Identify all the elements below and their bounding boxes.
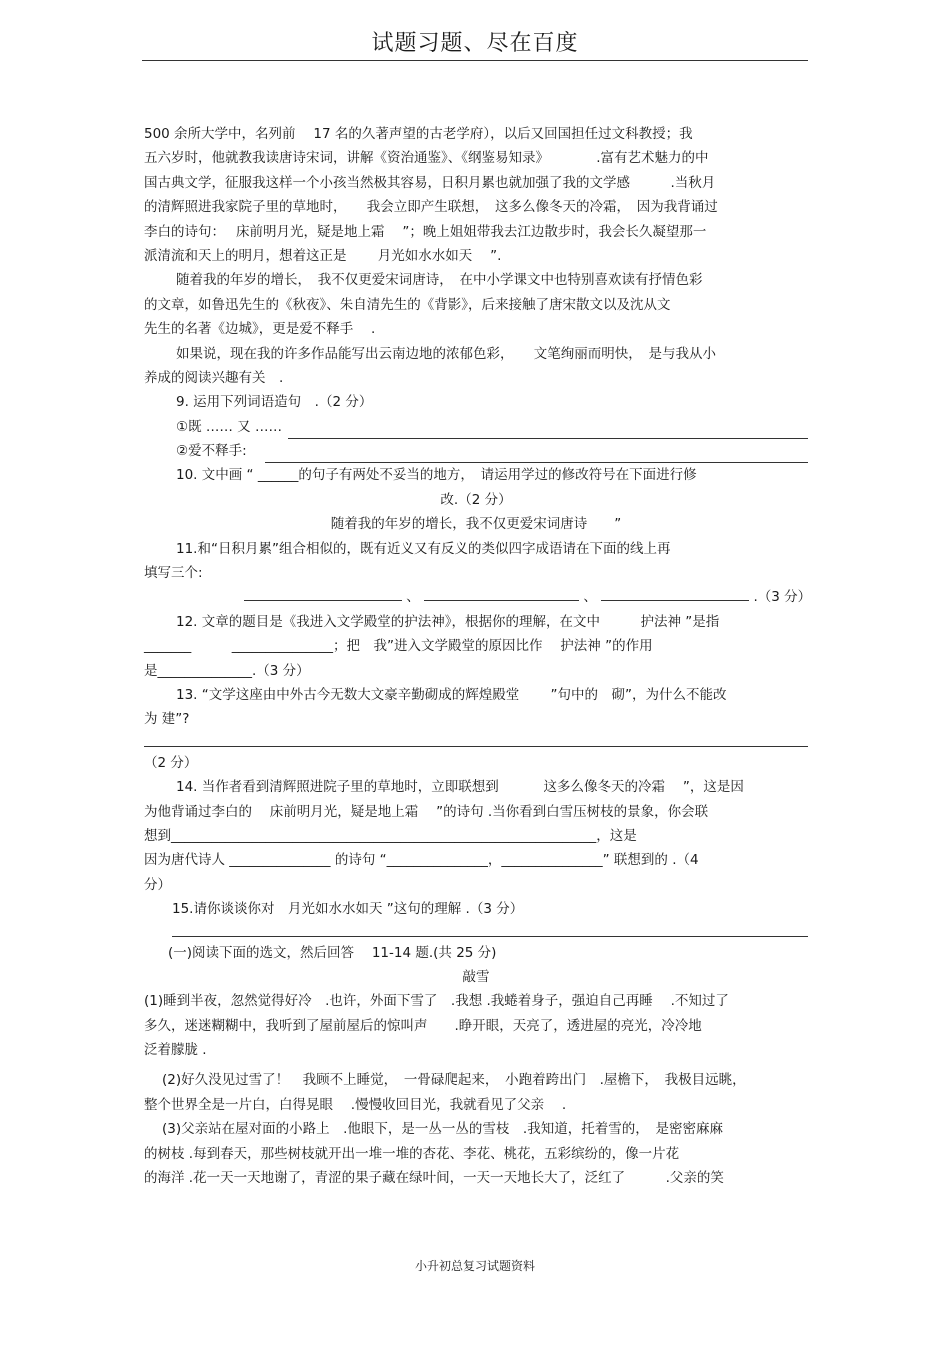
separator: 、 — [406, 589, 420, 606]
question-9-item-2-label: ②爱不释手: — [176, 443, 247, 460]
question-9-item-1 — [144, 415, 808, 439]
passage-line: 500 余所大学中，名列前 17 名的久著声望的古老学府），以后又回国担任过文科教授；我 — [144, 126, 693, 142]
passage-line: 派清流和天上的明月，想着这正是 月光如水水如天 ”. — [144, 247, 502, 264]
question-12: 12. 文章的题目是《我进入文学殿堂的护法神》，根据你的理解，在文中 护法神 ”是指 — [176, 613, 720, 630]
reading-line: 的海洋 .花一天一天地谢了，青涩的果子藏在绿叶间，一天一天地长大了，泛红了 .父亲的笑 — [144, 1170, 724, 1187]
header-divider — [142, 60, 808, 61]
reading-line: 泛着朦胧 . — [144, 1042, 207, 1059]
question-10: 10. 文中画 “ ______的句子有两处不妥当的地方， 请运用学过的修改符号在下面进行修 — [176, 467, 697, 484]
question-13-line-2: 为 建”? — [144, 711, 190, 728]
reading-line: (3)父亲站在屋对面的小路上 .他眼下，是一丛一丛的雪枝 .我知道，托着雪的， 是密密麻麻 — [162, 1121, 723, 1138]
answer-line[interactable] — [288, 424, 808, 439]
answer-line[interactable] — [172, 922, 808, 937]
separator: 、 — [583, 589, 597, 606]
passage-line: 李白的诗句： 床前明月光，疑是地上霜 ”；晚上姐姐带我去江边散步时，我会长久凝望那一 — [144, 223, 707, 240]
question-10-sentence: 随着我的年岁的增长，我不仅更爱宋词唐诗 ” — [330, 516, 622, 533]
score: .（3 分） — [753, 589, 812, 606]
passage-line: 五六岁时，他就教我读唐诗宋词，讲解《资治通鉴》、《纲鉴易知录》 .富有艺术魅力的中 — [144, 150, 709, 167]
question-9-item-1-label: ①既 …… 又 …… — [176, 418, 282, 435]
reading-line: 多久，迷迷糊糊中，我听到了屋前屋后的惊叫声 .睁开眼，天亮了，透进屋的亮光，冷冷地 — [144, 1017, 702, 1034]
question-11-answers — [144, 585, 812, 609]
question-14-line-4: 因为唐代诗人 _______________ 的诗句 “_______________，_______________” 联想到的 .（4 — [144, 852, 699, 869]
page-footer: 小升初总复习试题资料 — [414, 1259, 535, 1273]
question-14-line-3: 想到_______________________________________________________________，这是 — [144, 827, 637, 844]
answer-blank[interactable] — [424, 586, 579, 601]
reading-line: (1)睡到半夜，忽然觉得好冷 .也许，外面下雪了 .我想 .我蜷着身子，强迫自己再睡 .不知过了 — [144, 993, 729, 1010]
question-14-line-5: 分） — [144, 876, 171, 893]
question-9: 9. 运用下列词语造句 .（2 分） — [176, 394, 373, 411]
question-14: 14. 当作者看到清辉照进院子里的草地时，立即联想到 这多么像冬天的冷霜 ”，这是因 — [176, 779, 744, 796]
answer-line[interactable] — [265, 448, 808, 463]
question-15: 15.请你谈谈你对 月光如水水如天 ”这句的理解 .（3 分） — [172, 901, 524, 918]
passage-line: 的清辉照进我家院子里的草地时， 我会立即产生联想， 这多么像冬天的冷霜， 因为我背诵过 — [144, 199, 718, 216]
question-13-score: （2 分） — [144, 754, 198, 771]
reading-intro: (一)阅读下面的选文，然后回答 11-14 题.(共 25 分) — [168, 944, 497, 961]
document-body — [144, 122, 812, 1190]
passage-line: 养成的阅读兴趣有关 . — [144, 369, 284, 386]
question-12-line-3: 是______________.（3 分） — [144, 662, 310, 679]
question-11-line-2: 填写三个: — [144, 565, 203, 582]
page-header-title: 试题习题、尽在百度 — [371, 31, 579, 56]
question-11: 11.和“日积月累”组合相似的，既有近义又有反义的类似四字成语请在下面的线上再 — [176, 540, 671, 557]
answer-line[interactable] — [144, 732, 808, 747]
passage-line: 随着我的年岁的增长， 我不仅更爱宋词唐诗， 在中小学课文中也特别喜欢读有抒情色彩 — [176, 272, 703, 289]
question-13: 13. “文学这座由中外古今无数大文豪辛勤砌成的辉煌殿堂 ”句中的 砌”，为什么不能改 — [176, 686, 727, 703]
passage-line: 国古典文学，征服我这样一个小孩当然极其容易，日积月累也就加强了我的文学感 .当秋月 — [144, 174, 716, 191]
reading-line: 整个世界全是一片白，白得晃眼 .慢慢收回目光，我就看见了父亲 . — [144, 1096, 567, 1113]
question-14-line-2: 为他背诵过李白的 床前明月光，疑是地上霜 ”的诗句 .当你看到白雪压树枝的景象，你会联 — [144, 803, 709, 820]
answer-blank[interactable] — [244, 586, 402, 601]
answer-blank[interactable] — [601, 586, 749, 601]
reading-line: (2)好久没见过雪了！ 我顾不上睡觉， 一骨碌爬起来， 小跑着跨出门 .屋檐下， 我极目远眺， — [162, 1072, 746, 1089]
passage-line: 的文章，如鲁迅先生的《秋夜》、朱自清先生的《背影》，后来接触了唐宋散文以及沈从文 — [144, 296, 671, 313]
question-10-line-2: 改.（2 分） — [440, 491, 512, 508]
reading-line: 的树枝 .每到春天，那些树枝就开出一堆一堆的杏花、李花、桃花，五彩缤纷的，像一片花 — [144, 1145, 680, 1162]
passage-line: 先生的名著《边城》，更是爱不释手 . — [144, 321, 376, 338]
passage-line: 如果说，现在我的许多作品能写出云南边地的浓郁色彩， 文笔绚丽而明快， 是与我从小 — [176, 345, 716, 362]
question-12-line-2: _______ _______________；把 我”进入文学殿堂的原因比作 护法神 ”的作用 — [144, 638, 653, 655]
reading-title: 敲雪 — [462, 968, 490, 985]
question-9-item-2 — [144, 439, 808, 463]
